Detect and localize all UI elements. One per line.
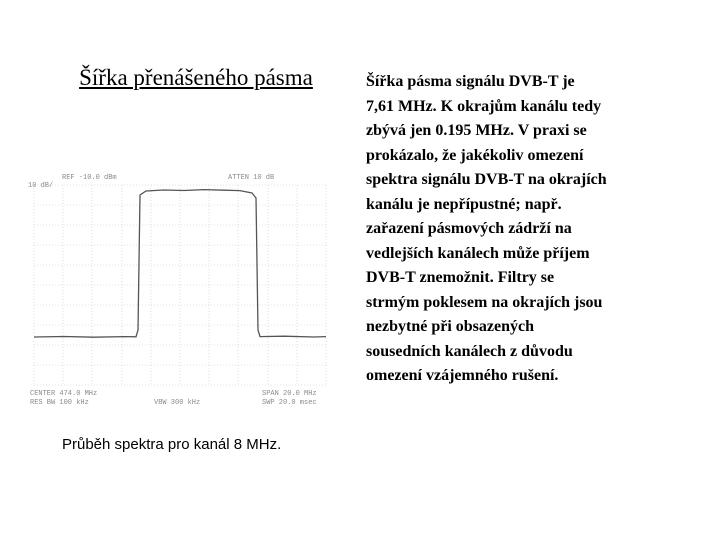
- analyzer-vbw-label: VBW 300 kHz: [154, 399, 201, 407]
- analyzer-scale-label: 10 dB/: [28, 182, 54, 190]
- figure-caption: Průběh spektra pro kanál 8 MHz.: [62, 436, 282, 453]
- analyzer-center-label: CENTER 474.0 MHz: [30, 390, 98, 398]
- analyzer-rbw-label: RES BW 100 kHz: [30, 399, 89, 407]
- analyzer-atten-label: ATTEN 10 dB: [228, 174, 275, 182]
- spectrum-analyzer-screenshot: [24, 165, 336, 408]
- slide-title: Šířka přenášeného pásma: [79, 65, 313, 90]
- spectrum-plot: [24, 165, 336, 408]
- analyzer-ref-label: REF -10.0 dBm: [62, 174, 117, 182]
- analyzer-span-label: SPAN 20.0 MHz: [262, 390, 317, 398]
- body-paragraph: Šířka pásma signálu DVB-T je 7,61 MHz. K okrajům kanálu tedy zbývá jen 0.195 MHz. V praxi se prokázalo, že jakékoliv omezení spektra signálu DVB-T na okrajích kanálu je nepřípustné; např. zařazení pásmových zádrží na vedlejších kanálech může příjem DVB-T znemožnit. Filtry se strmým poklesem na okrajích jsou nezbytné při obsazených sousedních kanálech z důvodu omezení vzájemného rušení.: [366, 73, 607, 384]
- analyzer-grid: [34, 185, 326, 385]
- analyzer-sweep-label: SWP 20.0 msec: [262, 399, 317, 407]
